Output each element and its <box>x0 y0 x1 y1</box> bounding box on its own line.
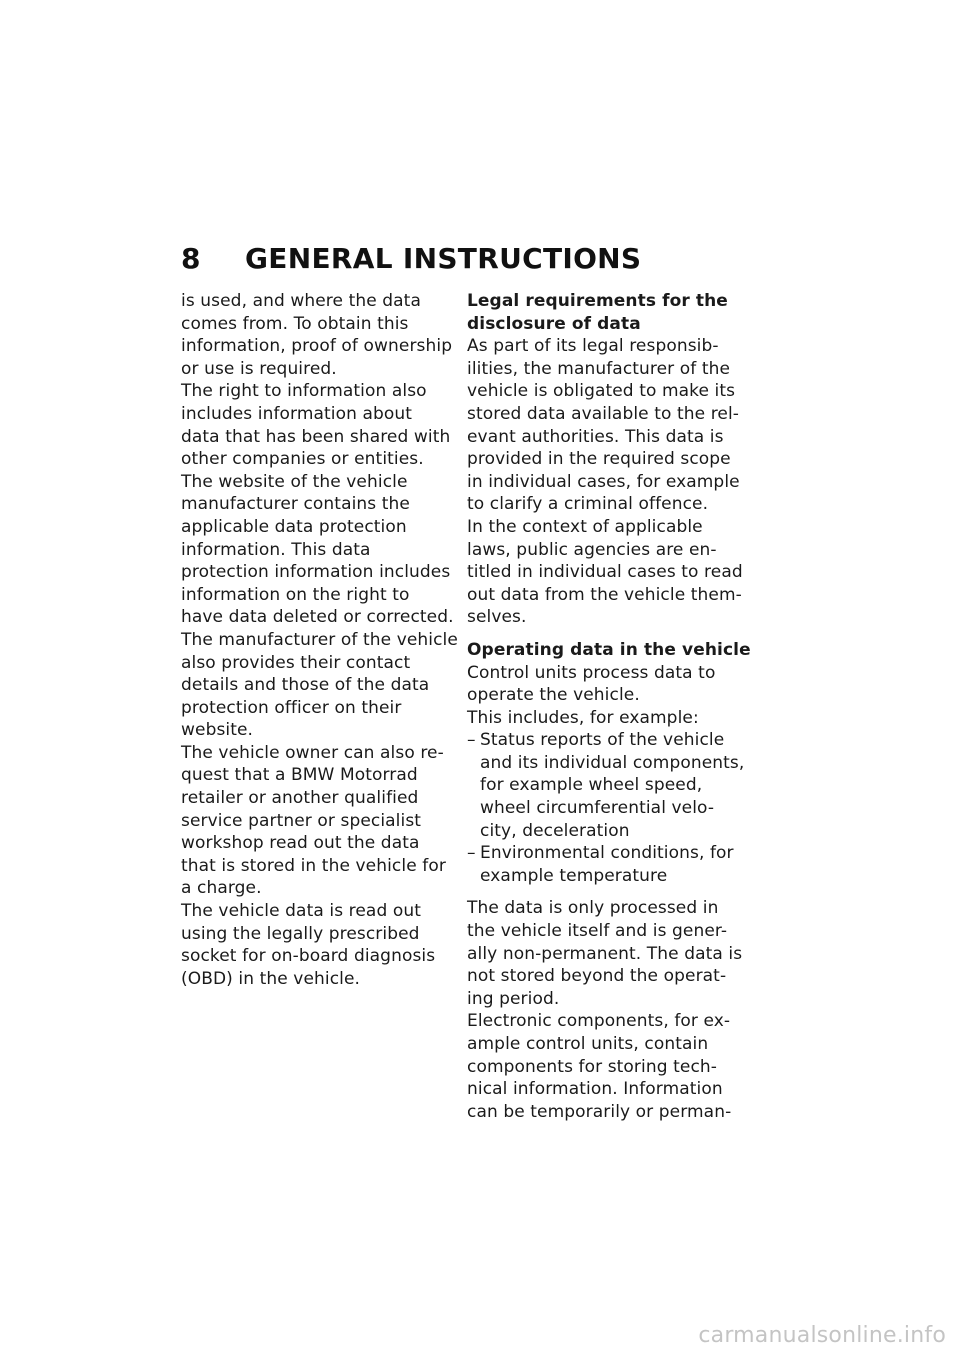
body-text-line: The website of the vehicle <box>181 471 408 492</box>
body-text-line: protection information includes <box>181 562 451 583</box>
body-text-line: socket for on-board diagnosis <box>181 946 436 967</box>
body-text-line: vehicle is obligated to make its <box>467 381 736 402</box>
body-text-line: The manufacturer of the vehicle <box>181 629 458 650</box>
body-text-line: out data from the vehicle them- <box>467 584 742 605</box>
body-text-line: service partner or specialist <box>181 810 422 831</box>
body-text-line: provided in the required scope <box>467 449 731 470</box>
body-text-line: have data deleted or corrected. <box>181 607 454 628</box>
bullet-continuation: city, deceleration <box>480 820 630 841</box>
body-text-line: details and those of the data <box>181 675 430 696</box>
body-text-line: information. This data <box>181 539 371 560</box>
section-heading: Legal requirements for the <box>467 291 728 311</box>
body-text-line: The vehicle data is read out <box>181 901 421 922</box>
body-text-line: nical information. Information <box>467 1079 723 1100</box>
body-text-line: information on the right to <box>181 584 410 605</box>
bullet-text: Environmental conditions, for <box>480 843 734 864</box>
watermark: carmanualsonline.info <box>698 1323 946 1348</box>
body-text-line: also provides their contact <box>181 652 411 673</box>
body-text-line: or use is required. <box>181 358 337 379</box>
section-heading: disclosure of data <box>467 313 641 334</box>
body-text-line: titled in individual cases to read <box>467 562 743 583</box>
body-text-line: can be temporarily or perman- <box>467 1101 732 1122</box>
body-text-line: to clarify a criminal offence. <box>467 494 709 515</box>
body-text-line: In the context of applicable <box>467 516 703 537</box>
body-text-line: ally non-permanent. The data is <box>467 943 743 964</box>
right-column <box>467 290 751 1123</box>
bullet-continuation: for example wheel speed, <box>480 775 703 796</box>
bullet-text: Status reports of the vehicle <box>480 730 725 751</box>
body-text-line: in individual cases, for example <box>467 471 740 492</box>
section-heading: Operating data in the vehicle <box>467 639 751 660</box>
body-text-line: retailer or another qualified <box>181 788 419 809</box>
bullet-continuation: wheel circumferential velo- <box>480 798 715 819</box>
body-text-line: information, proof of ownership <box>181 336 453 357</box>
body-text-line: selves. <box>467 607 527 628</box>
bullet-item <box>467 729 745 752</box>
bullet-continuation: example temperature <box>480 865 668 886</box>
body-text-line: not stored beyond the operat- <box>467 966 727 987</box>
body-text-line: includes information about <box>181 403 413 424</box>
body-text-line: using the legally prescribed <box>181 923 420 944</box>
body-text-line: protection officer on their <box>181 697 402 718</box>
bullet-dash: – <box>467 843 476 864</box>
chapter-title: GENERAL INSTRUCTIONS <box>245 242 642 275</box>
body-text-line: evant authorities. This data is <box>467 426 724 447</box>
bullet-dash: – <box>467 730 476 751</box>
body-text-line: quest that a BMW Motorrad <box>181 765 418 786</box>
body-text-line: The data is only processed in <box>467 898 719 919</box>
body-text-line: a charge. <box>181 878 262 899</box>
body-text-line: stored data available to the rel- <box>467 403 740 424</box>
body-text-line: components for storing tech- <box>467 1056 717 1077</box>
body-text-line: ing period. <box>467 988 560 1009</box>
body-text-line: workshop read out the data <box>181 833 420 854</box>
page-header <box>181 242 641 275</box>
body-text-line: comes from. To obtain this <box>181 313 409 334</box>
body-text-line: (OBD) in the vehicle. <box>181 968 361 989</box>
body-text-line: ample control units, contain <box>467 1034 709 1054</box>
body-text-line: manufacturer contains the <box>181 494 410 515</box>
body-text-line: website. <box>181 720 254 741</box>
bullet-continuation: and its individual components, <box>480 752 745 773</box>
paragraph-gap <box>467 629 745 639</box>
body-text-line: As part of its legal responsib- <box>467 336 719 357</box>
paragraph-gap <box>467 887 745 897</box>
body-text-line: The vehicle owner can also re- <box>181 742 444 763</box>
body-text-line: laws, public agencies are en- <box>467 539 717 560</box>
body-text-line: operate the vehicle. <box>467 685 640 706</box>
body-text-line: applicable data protection <box>181 516 407 537</box>
body-text-line: Control units process data to <box>467 662 716 683</box>
body-text-line: other companies or entities. <box>181 449 424 470</box>
body-text-line: that is stored in the vehicle for <box>181 855 446 876</box>
body-text-line: is used, and where the data <box>181 291 421 311</box>
body-text-line: data that has been shared with <box>181 426 451 447</box>
body-text-line: The right to information also <box>181 381 427 402</box>
body-text-line: the vehicle itself and is gener- <box>467 921 728 942</box>
body-text-line: Electronic components, for ex- <box>467 1011 731 1032</box>
body-text-line: This includes, for example: <box>467 707 699 728</box>
left-column <box>181 290 456 990</box>
bullet-item <box>467 842 745 865</box>
body-text-line: ilities, the manufacturer of the <box>467 358 731 379</box>
chapter-number: 8 <box>181 242 201 275</box>
